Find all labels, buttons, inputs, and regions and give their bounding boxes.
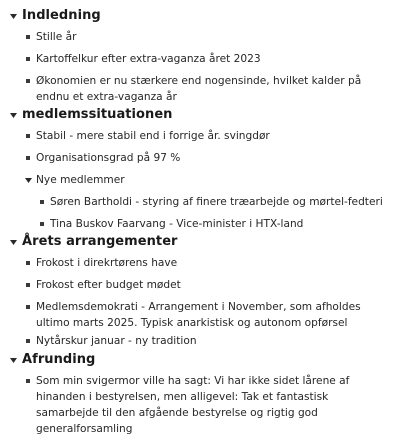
bullet-icon (26, 57, 30, 61)
section-heading[interactable]: Indledning (22, 8, 101, 23)
bullet-icon (26, 261, 30, 265)
bullet-icon (26, 339, 30, 343)
bullet-icon (26, 79, 30, 83)
list-item-text[interactable]: Økonomien er nu stærkere end nogensinde, hvilket kalder på endnu et extra-vaganza år (36, 75, 362, 103)
bullet-icon (26, 35, 30, 39)
collapse-toggle-icon[interactable] (10, 112, 17, 119)
collapse-toggle-icon[interactable] (25, 177, 32, 184)
triangle-down-icon (25, 177, 32, 184)
bullet-icon (26, 283, 30, 287)
heading-row (0, 352, 400, 368)
list-item-text[interactable]: Organisationsgrad på 97 % (36, 152, 181, 164)
triangle-down-icon (10, 357, 17, 364)
bullet-icon (40, 222, 44, 226)
bullet-icon (26, 134, 30, 138)
bullet-icon (26, 305, 30, 309)
list-item-text[interactable]: Nytårskur januar - ny tradition (36, 335, 197, 347)
list-item-text[interactable]: Stabil - mere stabil end i forrige år. svingdør (36, 130, 270, 142)
triangle-down-icon (10, 112, 17, 119)
heading-row (0, 8, 400, 24)
list-item-text[interactable]: Kartoffelkur efter extra-vaganza året 2023 (36, 53, 261, 65)
section-heading[interactable]: Afrunding (22, 352, 96, 367)
collapse-toggle-icon[interactable] (10, 13, 17, 20)
list-item-text[interactable]: Nye medlemmer (36, 174, 125, 186)
list-item-text[interactable]: Som min svigermor ville ha sagt: Vi har ikke sidet lårene af hinanden i bestyrelsen, men alligevel: Tak et fantastisk samarbejde til den afgående bestyrelse og rigtig god generalforsamling (36, 375, 350, 435)
list-item-text[interactable]: Frokost i direkrtørens have (36, 257, 178, 269)
collapse-toggle-icon[interactable] (10, 239, 17, 246)
bullet-icon (26, 379, 30, 383)
triangle-down-icon (10, 13, 17, 20)
list-item-text[interactable]: Søren Bartholdi - styring af finere træarbejde og mørtel-fedteri (50, 196, 383, 208)
triangle-down-icon (10, 239, 17, 246)
list-item-text[interactable]: Tina Buskov Faarvang - Vice-minister i HTX-land (50, 218, 304, 230)
section-heading[interactable]: medlemssituationen (22, 107, 173, 122)
collapse-toggle-icon[interactable] (10, 357, 17, 364)
list-item-text[interactable]: Frokost efter budget mødet (36, 279, 181, 291)
list-item-text[interactable]: Stille år (36, 31, 77, 43)
bullet-icon (26, 156, 30, 160)
heading-row (0, 107, 400, 123)
bullet-icon (40, 200, 44, 204)
section-heading[interactable]: Årets arrangementer (22, 234, 178, 249)
list-item-text[interactable]: Medlemsdemokrati - Arrangement i November, som afholdes ultimo marts 2025. Typisk anarkistisk og autonom opførsel (36, 301, 361, 329)
heading-row (0, 234, 400, 250)
